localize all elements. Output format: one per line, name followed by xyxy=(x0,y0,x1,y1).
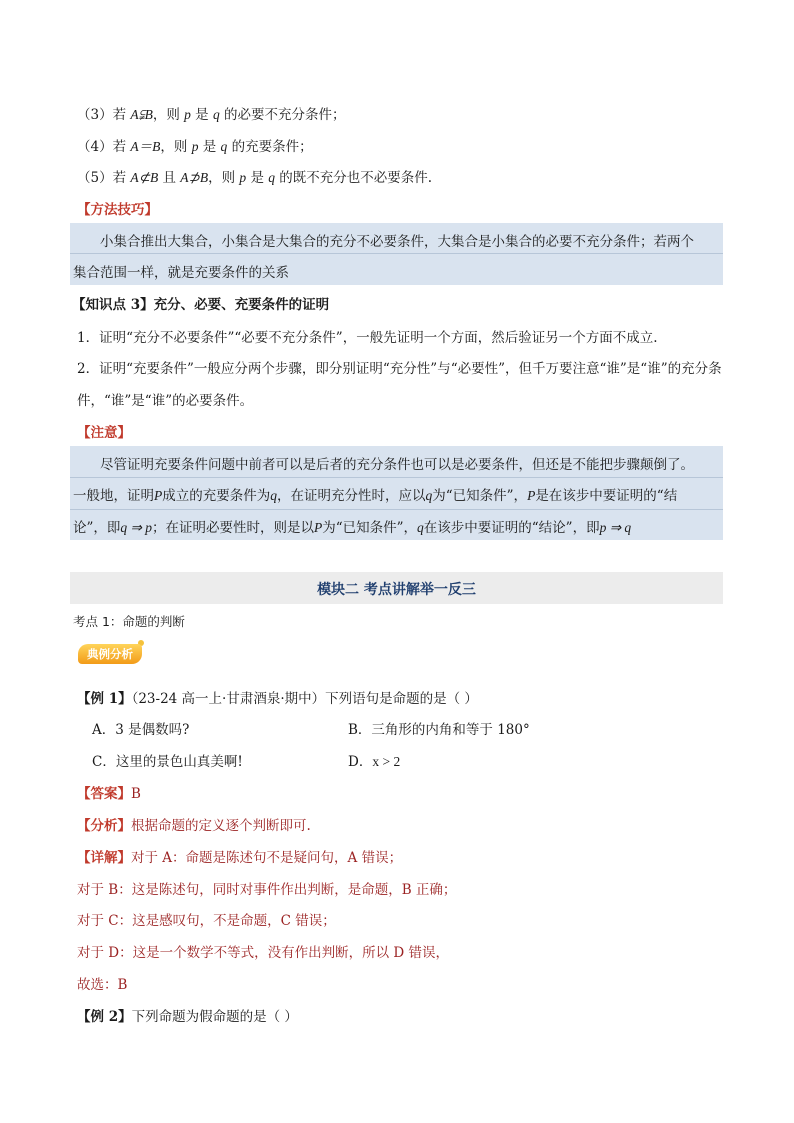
math-var: P xyxy=(154,488,163,503)
method-text-1: 小集合推出大集合，小集合是大集合的充分不必要条件，大集合是小集合的必要不充分条件；若两个 xyxy=(100,234,694,250)
line-text: 且 xyxy=(158,170,181,186)
line-text: （5）若 xyxy=(77,170,131,186)
math-var: p xyxy=(239,170,247,185)
math-expr: A⊅B xyxy=(180,170,209,185)
condition-line-5 xyxy=(77,166,432,186)
note-text-2 xyxy=(73,484,677,504)
note-text-1: 尽管证明充要条件问题中前者可以是后者的充分条件也可以是必要条件，但还是不能把步骤颠倒了。 xyxy=(100,457,694,473)
math-var: q xyxy=(425,488,433,503)
math-var: q xyxy=(270,488,277,503)
math-var: q xyxy=(212,107,220,122)
detail-line-1 xyxy=(77,846,402,866)
analysis-tag: 【分析】 xyxy=(77,818,131,834)
math-var: p xyxy=(184,107,191,122)
kp3-para-1: 1．证明“充分不必要条件”“必要不充分条件”，一般先证明一个方面，然后验证另一个方面不成立. xyxy=(77,330,658,346)
line-text: 的充要条件； xyxy=(227,139,313,155)
detail-line-3: 对于 C：这是感叹句，不是命题，C 错误； xyxy=(77,913,336,929)
math-var: P xyxy=(313,520,323,535)
line-text: 是 xyxy=(190,107,213,123)
line-text: （4）若 xyxy=(77,139,131,155)
example-badge: 典例分析 xyxy=(78,644,142,664)
line-text: 的必要不充分条件； xyxy=(219,107,346,123)
topic-label: 考点 1：命题的判断 xyxy=(73,614,185,629)
note-seg: 论”，即 xyxy=(73,520,121,536)
condition-line-3 xyxy=(77,103,346,123)
note-seg: 成立的充要条件为 xyxy=(162,488,271,504)
line-text: ，则 xyxy=(160,139,192,155)
example-tag: 【例 1】 xyxy=(77,691,132,707)
answer-line xyxy=(77,782,141,802)
option-d xyxy=(348,750,400,770)
box-divider xyxy=(70,253,723,254)
math-expr: A⊄B xyxy=(130,170,159,185)
line-text: 是 xyxy=(198,139,221,155)
math-var: p xyxy=(191,139,199,154)
math-var: q xyxy=(417,520,424,535)
kp3-heading: 【知识点 3】充分、必要、充要条件的证明 xyxy=(72,297,330,313)
math-expr: p ⇒ q xyxy=(599,520,632,535)
kp3-para-2a: 2．证明“充要条件”一般应分两个步骤，即分别证明“充分性”与“必要性”，但千万要注意“谁”是“谁”的充分条 xyxy=(77,361,722,377)
line-text: 是 xyxy=(246,170,269,186)
line-text: （3）若 xyxy=(77,107,131,123)
note-seg: 为“已知条件”， xyxy=(432,488,528,504)
line-text: ，则 xyxy=(208,170,240,186)
note-text-3 xyxy=(73,516,631,536)
detail-tag: 【详解】 xyxy=(77,850,131,866)
note-seg: ，在证明充分性时，应以 xyxy=(277,488,426,504)
analysis-text: 根据命题的定义逐个判断即可. xyxy=(131,818,311,834)
note-seg: 为“已知条件”， xyxy=(322,520,418,536)
math-expr: x > 2 xyxy=(372,754,401,769)
math-expr: A⫋B xyxy=(130,107,153,122)
note-seg: 在该步中要证明的“结论”，即 xyxy=(423,520,600,536)
kp3-para-2b: 件，“谁”是“谁”的必要条件。 xyxy=(77,393,254,409)
detail-line-5: 故选：B xyxy=(77,977,128,993)
detail-text: 对于 A：命题是陈述句不是疑问句，A 错误； xyxy=(131,850,403,866)
box-divider xyxy=(70,509,723,510)
note-seg: 一般地，证明 xyxy=(73,488,154,504)
math-var: q xyxy=(220,139,228,154)
line-text: ，则 xyxy=(152,107,185,123)
math-expr: q ⇒ p xyxy=(120,520,152,535)
math-var: q xyxy=(268,170,275,185)
line-text: 的既不充分也不必要条件. xyxy=(275,170,433,186)
example-1-question xyxy=(77,687,478,707)
note-heading: 【注意】 xyxy=(77,425,131,441)
method-heading: 【方法技巧】 xyxy=(77,202,158,218)
option-b: B．三角形的内角和等于 180° xyxy=(348,722,530,738)
method-text-2: 集合范围一样，就是充要条件的关系 xyxy=(73,265,289,281)
analysis-line xyxy=(77,814,311,834)
note-seg: ；在证明必要性时，则是以 xyxy=(151,520,314,536)
method-box xyxy=(70,223,723,285)
answer-tag: 【答案】 xyxy=(77,786,131,802)
math-expr: A＝B xyxy=(130,139,161,154)
note-seg: 是在该步中要证明的“结 xyxy=(535,488,678,504)
question-text: （23-24 高一上·甘肃酒泉·期中）下列语句是命题的是（ ） xyxy=(131,691,478,707)
detail-line-4: 对于 D：这是一个数学不等式，没有作出判断，所以 D 错误， xyxy=(77,945,450,961)
condition-line-4 xyxy=(77,135,313,155)
detail-line-2: 对于 B：这是陈述句，同时对事件作出判断，是命题，B 正确； xyxy=(77,882,457,898)
example-tag: 【例 2】 xyxy=(77,1009,132,1025)
option-label: D． xyxy=(348,754,373,770)
option-c: C．这里的景色山真美啊! xyxy=(92,754,243,770)
question-text: 下列命题为假命题的是（ ） xyxy=(131,1009,298,1025)
note-box xyxy=(70,446,723,540)
math-var: P xyxy=(527,488,536,503)
box-divider xyxy=(70,477,723,478)
option-a: A．3 是偶数吗? xyxy=(92,722,190,738)
example-2-question xyxy=(77,1005,298,1025)
answer-value: B xyxy=(131,786,141,802)
module-title: 模块二 考点讲解举一反三 xyxy=(317,582,476,598)
